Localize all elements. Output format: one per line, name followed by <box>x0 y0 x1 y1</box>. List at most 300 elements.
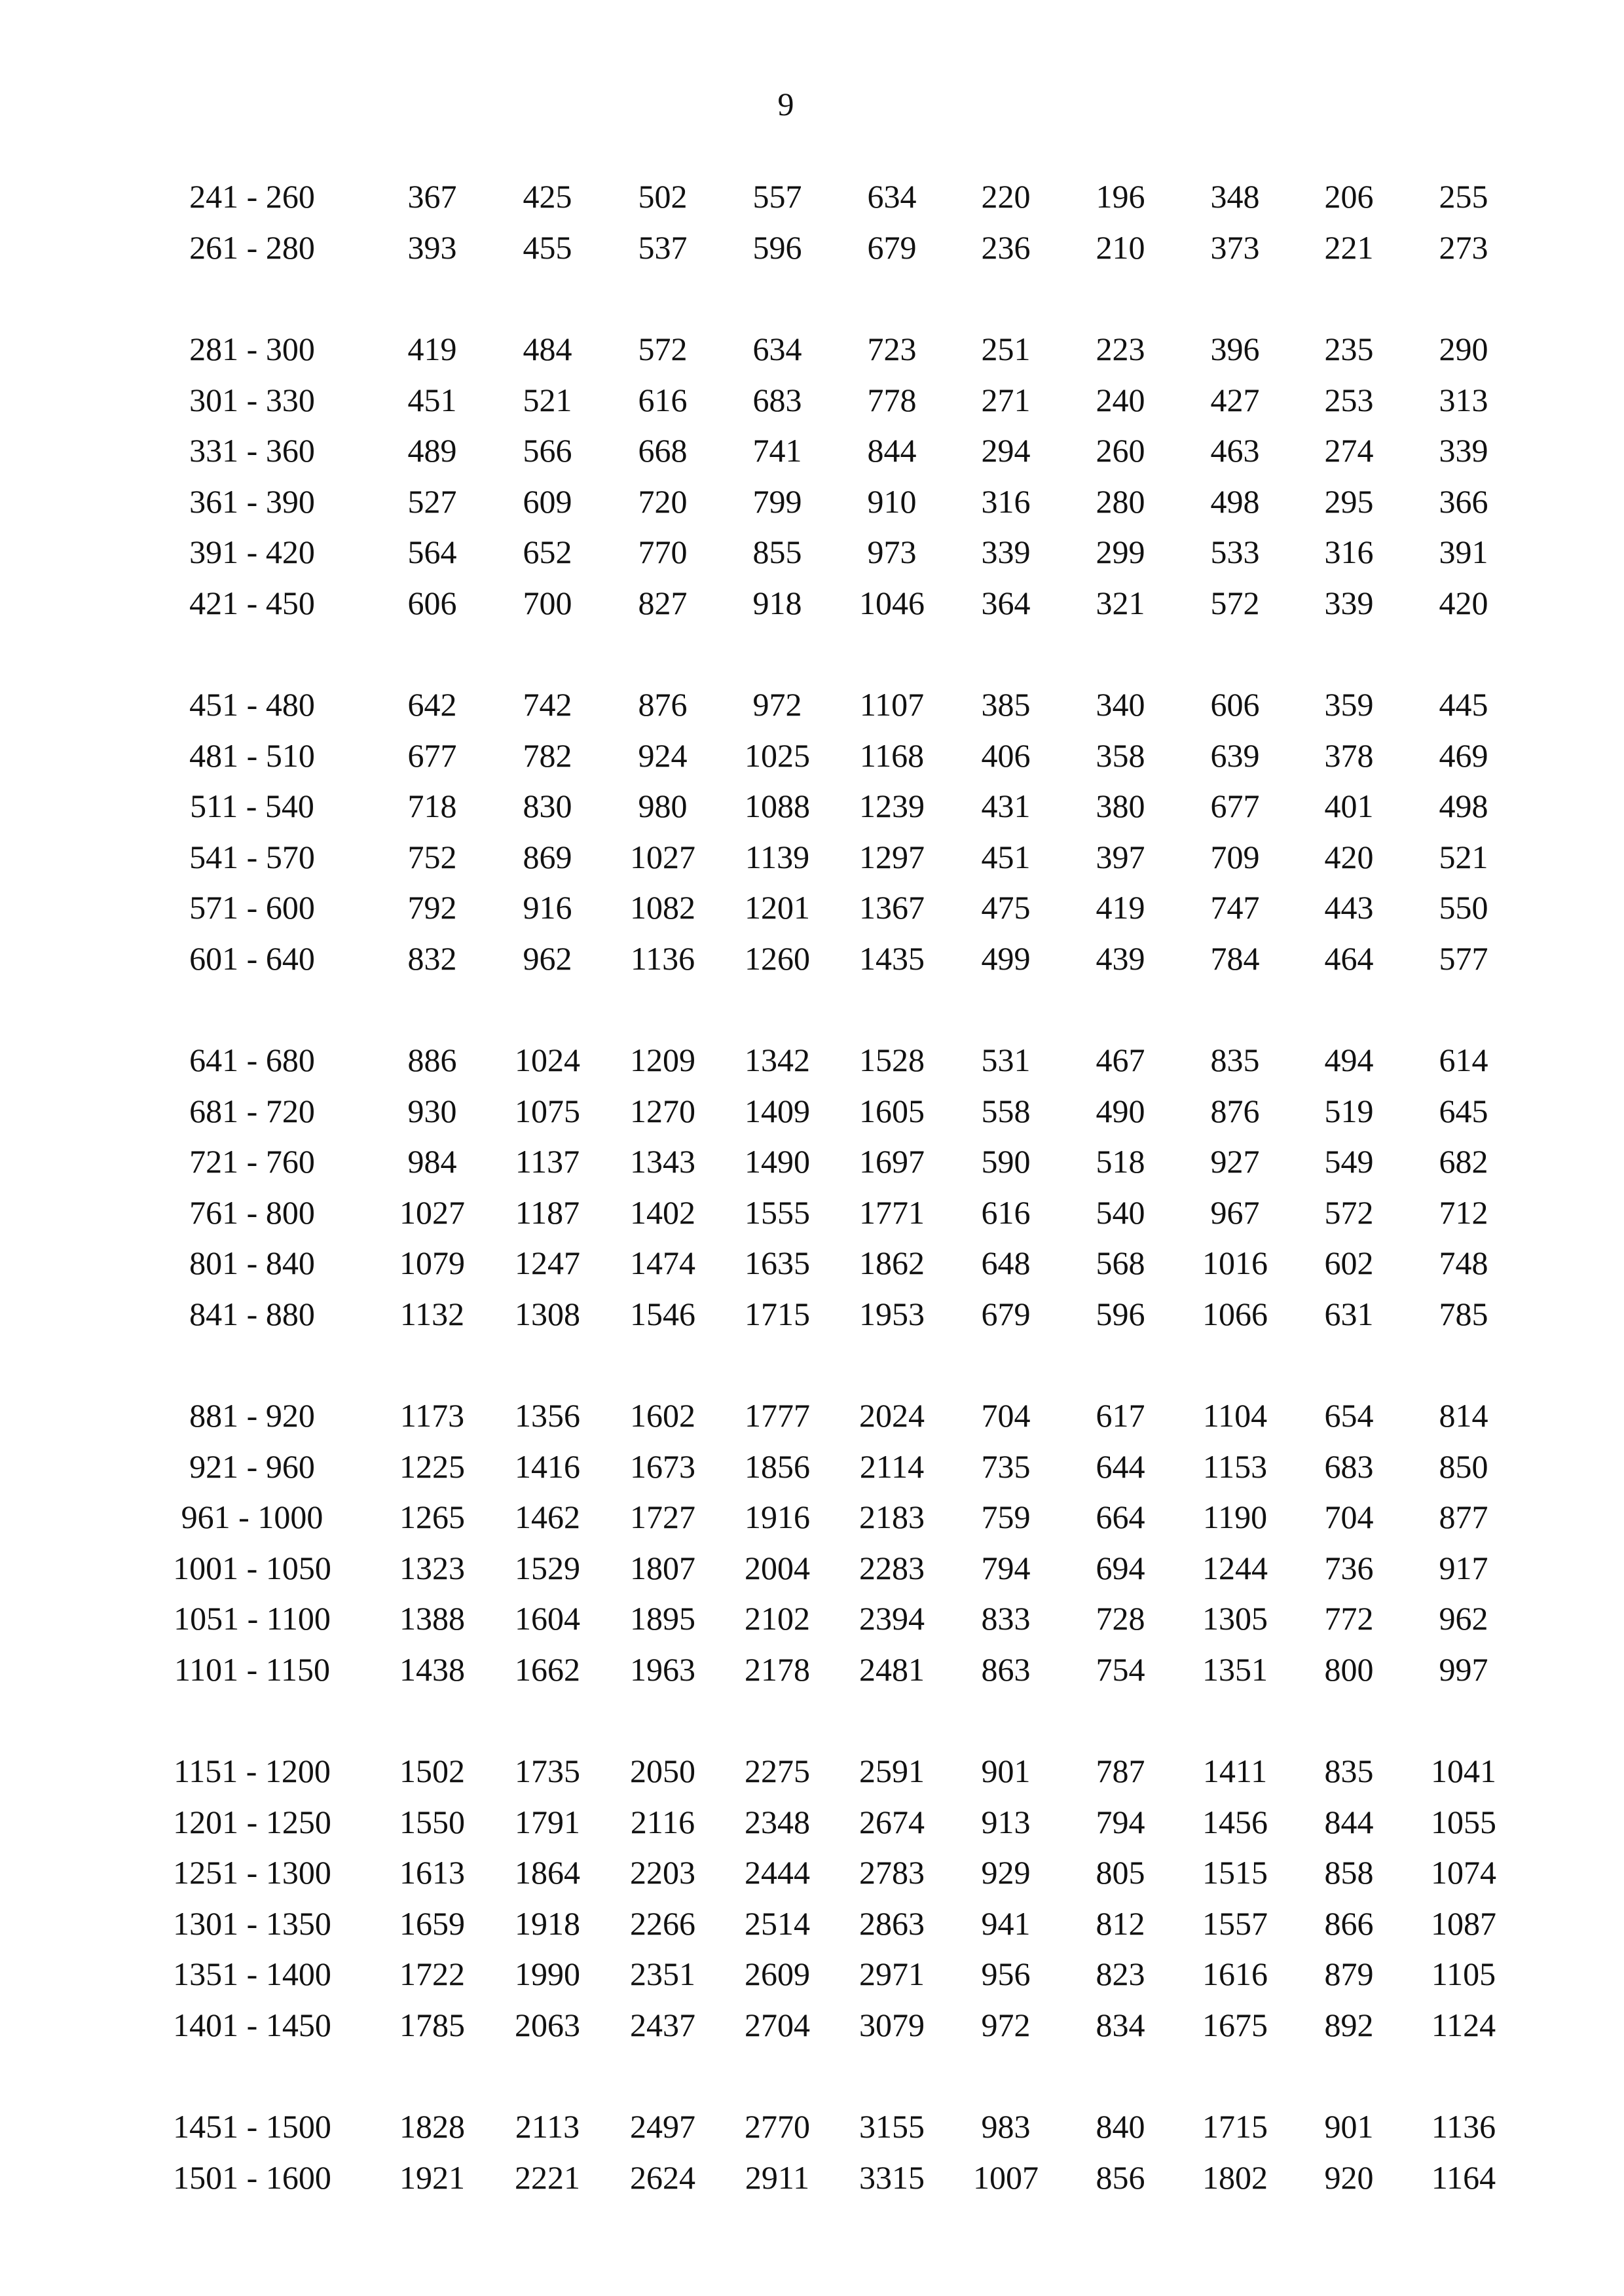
range-label: 281 - 300 <box>189 331 315 367</box>
value-cell: 1209 <box>630 1042 695 1078</box>
range-label: 721 - 760 <box>189 1143 315 1180</box>
value-cell: 1557 <box>1202 1904 1268 1942</box>
value-cell: 1409 <box>745 1092 810 1129</box>
value-cell: 785 <box>1439 1295 1488 1332</box>
value-cell: 463 <box>1210 432 1260 469</box>
table-row <box>0 1492 1624 1543</box>
value-cell: 401 <box>1324 788 1374 824</box>
value-cell: 2911 <box>745 2159 810 2196</box>
value-cell: 2102 <box>745 1600 810 1637</box>
value-cell: 2266 <box>630 1904 695 1942</box>
value-cell: 840 <box>1096 2108 1145 2145</box>
value-cell: 924 <box>638 737 688 774</box>
value-cell: 770 <box>638 534 688 570</box>
value-cell: 856 <box>1096 2159 1145 2196</box>
value-cell: 2275 <box>745 1753 810 1789</box>
value-cell: 290 <box>1439 331 1488 367</box>
value-cell: 475 <box>981 889 1031 926</box>
value-cell: 1136 <box>630 939 695 977</box>
range-label: 961 - 1000 <box>181 1499 323 1535</box>
value-cell: 1107 <box>859 686 925 723</box>
range-label: 1001 - 1050 <box>173 1549 331 1586</box>
value-cell: 823 <box>1096 1956 1145 1992</box>
value-cell: 210 <box>1096 228 1145 266</box>
value-cell: 918 <box>752 584 802 621</box>
value-cell: 700 <box>523 584 572 621</box>
table-row <box>0 527 1624 578</box>
value-cell: 253 <box>1324 381 1374 418</box>
range-label: 1301 - 1350 <box>173 1904 331 1942</box>
value-cell: 886 <box>407 1042 457 1078</box>
value-cell: 521 <box>523 381 572 418</box>
value-cell: 1046 <box>859 584 925 621</box>
value-cell: 664 <box>1096 1499 1145 1535</box>
value-cell: 455 <box>523 228 572 266</box>
value-cell: 1953 <box>859 1295 925 1332</box>
value-cell: 602 <box>1324 1245 1374 1281</box>
value-cell: 1388 <box>399 1600 465 1637</box>
value-cell: 827 <box>638 584 688 621</box>
value-cell: 910 <box>867 483 917 520</box>
value-cell: 273 <box>1439 228 1488 266</box>
range-label: 601 - 640 <box>189 939 315 977</box>
value-cell: 973 <box>867 534 917 570</box>
value-cell: 962 <box>523 939 572 977</box>
value-cell: 1239 <box>859 788 925 824</box>
value-cell: 1124 <box>1431 2006 1496 2043</box>
value-cell: 1247 <box>515 1245 580 1281</box>
range-label: 391 - 420 <box>189 534 315 570</box>
table-row <box>0 781 1624 832</box>
value-cell: 1164 <box>1431 2159 1496 2196</box>
value-cell: 373 <box>1210 228 1260 266</box>
value-cell: 800 <box>1324 1650 1374 1688</box>
value-cell: 339 <box>1439 432 1488 469</box>
range-label: 681 - 720 <box>189 1092 315 1129</box>
range-label: 241 - 260 <box>189 178 315 215</box>
value-cell: 1027 <box>630 838 695 875</box>
range-label: 881 - 920 <box>189 1397 315 1434</box>
value-cell: 972 <box>981 2006 1031 2043</box>
value-cell: 742 <box>523 686 572 723</box>
value-cell: 393 <box>407 228 457 266</box>
range-label: 261 - 280 <box>189 228 315 266</box>
value-cell: 2481 <box>859 1650 925 1688</box>
value-cell: 652 <box>523 534 572 570</box>
value-cell: 683 <box>1324 1448 1374 1485</box>
range-label: 1401 - 1450 <box>173 2006 331 2043</box>
value-cell: 1027 <box>399 1194 465 1231</box>
range-label: 331 - 360 <box>189 432 315 469</box>
value-cell: 1777 <box>745 1397 810 1434</box>
value-cell: 1244 <box>1202 1549 1268 1586</box>
value-cell: 677 <box>1210 788 1260 824</box>
row-group <box>0 324 1624 629</box>
value-cell: 1515 <box>1202 1854 1268 1891</box>
value-cell: 3155 <box>859 2108 925 2145</box>
value-cell: 1343 <box>630 1143 695 1180</box>
table-row <box>0 1746 1624 1797</box>
table-row <box>0 1137 1624 1188</box>
value-cell: 792 <box>407 889 457 926</box>
value-cell: 712 <box>1439 1194 1488 1231</box>
value-cell: 962 <box>1439 1600 1488 1637</box>
value-cell: 521 <box>1439 838 1488 875</box>
value-cell: 2497 <box>630 2108 695 2145</box>
value-cell: 1771 <box>859 1194 925 1231</box>
range-label: 361 - 390 <box>189 483 315 520</box>
value-cell: 747 <box>1210 889 1260 926</box>
value-cell: 645 <box>1439 1092 1488 1129</box>
value-cell: 348 <box>1210 178 1260 215</box>
value-cell: 835 <box>1324 1753 1374 1789</box>
value-cell: 606 <box>1210 686 1260 723</box>
value-cell: 1088 <box>745 788 810 824</box>
value-cell: 420 <box>1324 838 1374 875</box>
value-cell: 752 <box>407 838 457 875</box>
value-cell: 677 <box>407 737 457 774</box>
value-cell: 419 <box>1096 889 1145 926</box>
value-cell: 240 <box>1096 381 1145 418</box>
value-cell: 316 <box>981 483 1031 520</box>
value-cell: 2863 <box>859 1904 925 1942</box>
value-cell: 683 <box>752 381 802 418</box>
value-cell: 648 <box>981 1245 1031 1281</box>
range-label: 761 - 800 <box>189 1194 315 1231</box>
value-cell: 1367 <box>859 889 925 926</box>
value-cell: 631 <box>1324 1295 1374 1332</box>
table-row <box>0 223 1624 274</box>
value-cell: 1616 <box>1202 1956 1268 1992</box>
value-cell: 1462 <box>515 1499 580 1535</box>
range-label: 481 - 510 <box>189 737 315 774</box>
value-cell: 1490 <box>745 1143 810 1180</box>
table-row <box>0 883 1624 934</box>
value-cell: 1715 <box>745 1295 810 1332</box>
value-cell: 1260 <box>745 939 810 977</box>
value-cell: 718 <box>407 788 457 824</box>
value-cell: 1265 <box>399 1499 465 1535</box>
value-cell: 1356 <box>515 1397 580 1434</box>
value-cell: 564 <box>407 534 457 570</box>
value-cell: 484 <box>523 331 572 367</box>
range-label: 1051 - 1100 <box>174 1600 331 1637</box>
value-cell: 295 <box>1324 483 1374 520</box>
value-cell: 1675 <box>1202 2006 1268 2043</box>
value-cell: 1555 <box>745 1194 810 1231</box>
value-cell: 425 <box>523 178 572 215</box>
value-cell: 704 <box>981 1397 1031 1434</box>
value-cell: 1308 <box>515 1295 580 1332</box>
value-cell: 917 <box>1439 1549 1488 1586</box>
value-cell: 844 <box>867 432 917 469</box>
value-cell: 1604 <box>515 1600 580 1637</box>
value-cell: 709 <box>1210 838 1260 875</box>
value-cell: 2116 <box>630 1803 695 1840</box>
value-cell: 754 <box>1096 1650 1145 1688</box>
value-cell: 616 <box>638 381 688 418</box>
value-cell: 830 <box>523 788 572 824</box>
value-cell: 1270 <box>630 1092 695 1129</box>
table-row <box>0 426 1624 477</box>
value-cell: 1187 <box>515 1194 580 1231</box>
value-cell: 2437 <box>630 2006 695 2043</box>
range-label: 641 - 680 <box>189 1042 315 1078</box>
row-group <box>0 172 1624 273</box>
value-cell: 378 <box>1324 737 1374 774</box>
value-cell: 1079 <box>399 1245 465 1281</box>
value-cell: 2024 <box>859 1397 925 1434</box>
table-row <box>0 1594 1624 1645</box>
value-cell: 1137 <box>515 1143 580 1180</box>
value-cell: 2624 <box>630 2159 695 2196</box>
value-cell: 1190 <box>1202 1499 1268 1535</box>
row-group <box>0 1035 1624 1339</box>
value-cell: 2514 <box>745 1904 810 1942</box>
value-cell: 558 <box>981 1092 1031 1129</box>
value-cell: 1074 <box>1431 1854 1496 1891</box>
range-label: 421 - 450 <box>189 584 315 621</box>
value-cell: 1201 <box>745 889 810 926</box>
value-cell: 1546 <box>630 1295 695 1332</box>
value-cell: 1474 <box>630 1245 695 1281</box>
table-row <box>0 172 1624 223</box>
value-cell: 540 <box>1096 1194 1145 1231</box>
value-cell: 445 <box>1439 686 1488 723</box>
value-cell: 863 <box>981 1650 1031 1688</box>
range-label: 1351 - 1400 <box>173 1956 331 1992</box>
value-cell: 967 <box>1210 1194 1260 1231</box>
value-cell: 1168 <box>859 737 925 774</box>
value-cell: 1722 <box>399 1956 465 1992</box>
value-cell: 1529 <box>515 1549 580 1586</box>
range-label: 841 - 880 <box>189 1295 315 1332</box>
value-cell: 728 <box>1096 1600 1145 1637</box>
value-cell: 1807 <box>630 1549 695 1586</box>
value-cell: 799 <box>752 483 802 520</box>
value-cell: 572 <box>1210 584 1260 621</box>
value-cell: 313 <box>1439 381 1488 418</box>
value-cell: 366 <box>1439 483 1488 520</box>
table-row <box>0 1848 1624 1899</box>
table-row <box>0 934 1624 985</box>
value-cell: 1007 <box>973 2159 1039 2196</box>
value-cell: 1613 <box>399 1854 465 1891</box>
range-label: 571 - 600 <box>189 889 315 926</box>
value-cell: 358 <box>1096 737 1145 774</box>
value-cell: 723 <box>867 331 917 367</box>
value-cell: 2178 <box>745 1650 810 1688</box>
value-cell: 1016 <box>1202 1245 1268 1281</box>
value-cell: 1024 <box>515 1042 580 1078</box>
value-cell: 1342 <box>745 1042 810 1078</box>
value-cell: 2221 <box>515 2159 580 2196</box>
range-label: 301 - 330 <box>189 381 315 418</box>
value-cell: 805 <box>1096 1854 1145 1891</box>
value-cell: 1025 <box>745 737 810 774</box>
value-cell: 1856 <box>745 1448 810 1485</box>
value-cell: 1502 <box>399 1753 465 1789</box>
value-cell: 431 <box>981 788 1031 824</box>
value-cell: 499 <box>981 939 1031 977</box>
row-group <box>0 680 1624 984</box>
value-cell: 1602 <box>630 1397 695 1434</box>
value-cell: 617 <box>1096 1397 1145 1434</box>
value-cell: 1075 <box>515 1092 580 1129</box>
value-cell: 1735 <box>515 1753 580 1789</box>
value-cell: 271 <box>981 381 1031 418</box>
value-cell: 2050 <box>630 1753 695 1789</box>
value-cell: 930 <box>407 1092 457 1129</box>
value-cell: 1416 <box>515 1448 580 1485</box>
value-cell: 1402 <box>630 1194 695 1231</box>
table-row <box>0 1797 1624 1848</box>
table-row <box>0 1442 1624 1493</box>
table-row <box>0 1949 1624 2000</box>
value-cell: 1990 <box>515 1956 580 1992</box>
value-cell: 679 <box>981 1295 1031 1332</box>
value-cell: 1916 <box>745 1499 810 1535</box>
value-cell: 644 <box>1096 1448 1145 1485</box>
value-cell: 451 <box>981 838 1031 875</box>
value-cell: 1918 <box>515 1904 580 1942</box>
value-cell: 498 <box>1210 483 1260 520</box>
range-label: 1501 - 1600 <box>173 2159 331 2196</box>
value-cell: 844 <box>1324 1803 1374 1840</box>
table-row <box>0 1289 1624 1340</box>
value-cell: 720 <box>638 483 688 520</box>
range-label: 1451 - 1500 <box>173 2108 331 2145</box>
value-cell: 439 <box>1096 939 1145 977</box>
value-cell: 391 <box>1439 534 1488 570</box>
value-cell: 1921 <box>399 2159 465 2196</box>
value-cell: 1528 <box>859 1042 925 1078</box>
value-cell: 1697 <box>859 1143 925 1180</box>
table-row <box>0 2000 1624 2051</box>
value-cell: 206 <box>1324 178 1374 215</box>
value-cell: 321 <box>1096 584 1145 621</box>
value-cell: 941 <box>981 1904 1031 1942</box>
value-cell: 2183 <box>859 1499 925 1535</box>
value-cell: 427 <box>1210 381 1260 418</box>
value-cell: 2591 <box>859 1753 925 1789</box>
value-cell: 879 <box>1324 1956 1374 1992</box>
value-cell: 741 <box>752 432 802 469</box>
value-cell: 251 <box>981 331 1031 367</box>
value-cell: 566 <box>523 432 572 469</box>
value-cell: 634 <box>752 331 802 367</box>
value-cell: 679 <box>867 228 917 266</box>
value-cell: 533 <box>1210 534 1260 570</box>
value-cell: 2444 <box>745 1854 810 1891</box>
value-cell: 639 <box>1210 737 1260 774</box>
value-cell: 220 <box>981 178 1031 215</box>
value-cell: 1635 <box>745 1245 810 1281</box>
value-cell: 443 <box>1324 889 1374 926</box>
value-cell: 196 <box>1096 178 1145 215</box>
value-cell: 609 <box>523 483 572 520</box>
value-cell: 367 <box>407 178 457 215</box>
value-cell: 260 <box>1096 432 1145 469</box>
value-cell: 855 <box>752 534 802 570</box>
value-cell: 694 <box>1096 1549 1145 1586</box>
value-cell: 1895 <box>630 1600 695 1637</box>
value-cell: 748 <box>1439 1245 1488 1281</box>
value-cell: 235 <box>1324 331 1374 367</box>
value-cell: 2704 <box>745 2006 810 2043</box>
table-row <box>0 2102 1624 2153</box>
value-cell: 339 <box>981 534 1031 570</box>
value-cell: 2351 <box>630 1956 695 1992</box>
value-cell: 1105 <box>1431 1956 1496 1992</box>
range-label: 541 - 570 <box>189 838 315 875</box>
page-number: 9 <box>777 86 794 122</box>
value-cell: 1136 <box>1431 2108 1496 2145</box>
value-cell: 634 <box>867 178 917 215</box>
value-cell: 274 <box>1324 432 1374 469</box>
value-cell: 527 <box>407 483 457 520</box>
value-cell: 518 <box>1096 1143 1145 1180</box>
value-cell: 2063 <box>515 2006 580 2043</box>
value-cell: 1438 <box>399 1650 465 1688</box>
value-cell: 280 <box>1096 483 1145 520</box>
value-cell: 1802 <box>1202 2159 1268 2196</box>
value-cell: 1715 <box>1202 2108 1268 2145</box>
value-cell: 956 <box>981 1956 1031 1992</box>
row-group <box>0 1391 1624 1695</box>
row-group <box>0 1746 1624 2050</box>
value-cell: 221 <box>1324 228 1374 266</box>
value-cell: 537 <box>638 228 688 266</box>
value-cell: 1351 <box>1202 1650 1268 1688</box>
table-row <box>0 2153 1624 2204</box>
table-row <box>0 324 1624 375</box>
value-cell: 835 <box>1210 1042 1260 1078</box>
value-cell: 502 <box>638 178 688 215</box>
value-cell: 2283 <box>859 1549 925 1586</box>
value-cell: 2394 <box>859 1600 925 1637</box>
value-cell: 850 <box>1439 1448 1488 1485</box>
value-cell: 736 <box>1324 1549 1374 1586</box>
table-row <box>0 1238 1624 1289</box>
value-cell: 294 <box>981 432 1031 469</box>
value-cell: 572 <box>638 331 688 367</box>
table-row <box>0 1188 1624 1239</box>
value-cell: 1132 <box>399 1295 465 1332</box>
value-cell: 972 <box>752 686 802 723</box>
value-cell: 1791 <box>515 1803 580 1840</box>
value-cell: 420 <box>1439 584 1488 621</box>
value-cell: 469 <box>1439 737 1488 774</box>
value-cell: 299 <box>1096 534 1145 570</box>
value-cell: 1662 <box>515 1650 580 1688</box>
range-label: 1151 - 1200 <box>174 1753 331 1789</box>
value-cell: 557 <box>752 178 802 215</box>
value-cell: 834 <box>1096 2006 1145 2043</box>
value-cell: 596 <box>1096 1295 1145 1332</box>
value-cell: 1862 <box>859 1245 925 1281</box>
value-cell: 614 <box>1439 1042 1488 1078</box>
value-cell: 901 <box>1324 2108 1374 2145</box>
value-cell: 772 <box>1324 1600 1374 1637</box>
value-cell: 590 <box>981 1143 1031 1180</box>
table-row <box>0 477 1624 528</box>
value-cell: 2203 <box>630 1854 695 1891</box>
value-cell: 1323 <box>399 1549 465 1586</box>
value-cell: 255 <box>1439 178 1488 215</box>
value-cell: 782 <box>523 737 572 774</box>
value-cell: 519 <box>1324 1092 1374 1129</box>
